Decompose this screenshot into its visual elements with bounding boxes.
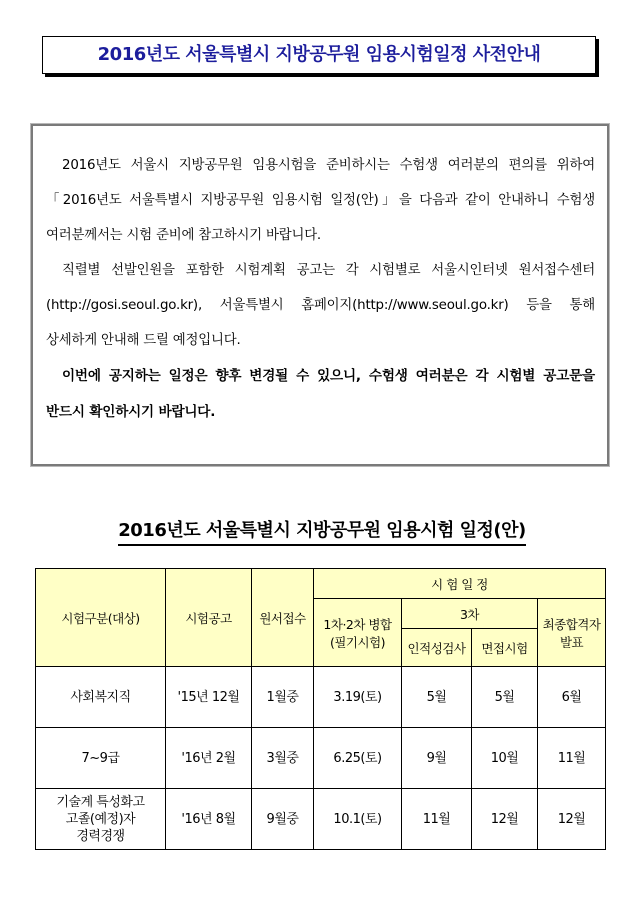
- cell-final: 6월: [538, 667, 606, 728]
- header-stage12: [314, 599, 402, 667]
- cell-category: 기술계 특성화고 고졸(예정)자 경력경쟁: [36, 789, 166, 850]
- page-title: 2016년도 서울특별시 지방공무원 임용시험일정 사전안내: [97, 44, 541, 65]
- cell-personality: 9월: [402, 728, 472, 789]
- cell-announcement: '16년 2월: [166, 728, 252, 789]
- header-stage12-label: 1차·2차 병합: [323, 616, 392, 632]
- cell-announcement: '15년 12월: [166, 667, 252, 728]
- header-personality: 인적성검사: [402, 629, 472, 667]
- cell-written: 6.25(토): [314, 728, 402, 789]
- cell-personality: 5월: [402, 667, 472, 728]
- cell-written: 3.19(토): [314, 667, 402, 728]
- schedule-title: 2016년도 서울특별시 지방공무원 임용시험 일정(안): [118, 516, 526, 546]
- header-category: 시험구분(대상): [36, 569, 166, 667]
- cell-final: 11월: [538, 728, 606, 789]
- cell-written: 10.1(토): [314, 789, 402, 850]
- table-row: [36, 728, 606, 789]
- cell-interview: 5월: [472, 667, 538, 728]
- cell-application: 9월중: [252, 789, 314, 850]
- table-row: [36, 789, 606, 850]
- header-announcement: 시험공고: [166, 569, 252, 667]
- header-final: [538, 599, 606, 667]
- cell-interview: 10월: [472, 728, 538, 789]
- header-final-label: 최종합격자: [542, 616, 601, 632]
- cell-category: 사회복지직: [36, 667, 166, 728]
- header-interview: 면접시험: [472, 629, 538, 667]
- cell-category: 7~9급: [36, 728, 166, 789]
- header-stage12-sub: (필기시험): [329, 634, 386, 650]
- notice-paragraph-3: 이번에 공지하는 일정은 향후 변경될 수 있으니, 수험생 여러분은 각 시험별 공고문을 반드시 확인하시기 바랍니다.: [46, 368, 595, 420]
- schedule-table: [35, 568, 606, 850]
- header-final-sub: 발표: [559, 634, 584, 650]
- table-row: [36, 667, 606, 728]
- schedule-title-wrap: [0, 516, 644, 546]
- header-stage3: 3차: [402, 599, 538, 629]
- cell-announcement: '16년 8월: [166, 789, 252, 850]
- notice-paragraph-2: 직렬별 선발인원을 포함한 시험계획 공고는 각 시험별로 서울시인터넷 원서접수센터(http://gosi.seoul.go.kr), 서울특별시 홈페이지(http://www.seoul.go.kr) 등을 통해 상세하게 안내해 드릴 예정입니다.: [46, 263, 595, 348]
- notice-paragraph-1: 2016년도 서울시 지방공무원 임용시험을 준비하시는 수험생 여러분의 편의를 위하여 「2016년도 서울특별시 지방공무원 임용시험 일정(안)」을 다음과 같이 안내하니 수험생 여러분께서는 시험 준비에 참고하시기 바랍니다.: [46, 158, 595, 243]
- cell-application: 1월중: [252, 667, 314, 728]
- notice-box: [31, 124, 609, 466]
- cell-interview: 12월: [472, 789, 538, 850]
- header-exam-schedule: 시 험 일 정: [314, 569, 606, 599]
- page-title-box: [42, 36, 596, 74]
- cell-final: 12월: [538, 789, 606, 850]
- header-application: 원서접수: [252, 569, 314, 667]
- cell-personality: 11월: [402, 789, 472, 850]
- cell-application: 3월중: [252, 728, 314, 789]
